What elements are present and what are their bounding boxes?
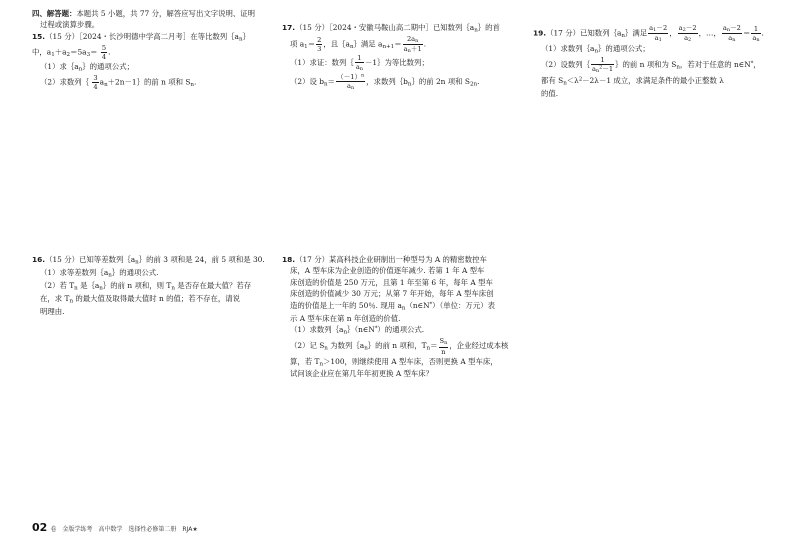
section-header <box>32 8 256 19</box>
q17-text: ｝的首 <box>477 23 500 32</box>
q17-text: ，且｛a <box>323 39 350 49</box>
q16-text: 明理由. <box>40 306 65 316</box>
q19-part-2b: ｝的前 n 项和为 S <box>615 60 677 70</box>
page-footer <box>32 521 204 534</box>
question-19: 19.（17 分）已知数列$\{a_n\}$满足 $\frac{a_1-2}{a_1}$ ， $\frac{a_2-2}{a_2}$ ，…， $\frac{a_n-2}{a_n}$ ＝ $\frac{1}{a_n}$ . （1）求数列$\{a_n\}$的通项公式； （2）设数列｛ $\frac{1}{a_n^2-1}$ ｝的前 n 项和为 $S_n$，若对于任意的 n∈N*， 都有 $S_n<\lambda^2-2\lambda-1$ 成立，求满足条件的最小正整数 λ 的值. <box>533 24 768 99</box>
frac-den: 4 <box>101 52 107 61</box>
fraction: $\frac{S_n}{n}$ <box>439 337 448 356</box>
fraction <box>92 74 98 91</box>
fraction: $\frac{a_1-2}{a_1}$ <box>649 24 668 44</box>
q17-text: 项 a <box>290 39 305 49</box>
q17-text: . <box>423 39 427 49</box>
q15-part-2c: ＋2n－1｝的前 n 项和 S <box>107 77 191 87</box>
q15-part-2d: . <box>194 77 197 87</box>
frac-num: a <box>678 24 683 32</box>
frac-num: 1 <box>355 54 364 63</box>
frac-num: （－1） <box>336 72 362 81</box>
q18-text: 试问该企业应在第几年年初更换 A 型车床？ <box>290 369 434 379</box>
q17-part-1: （1）求证：数列｛ <box>290 58 354 68</box>
frac-den: n <box>441 347 446 356</box>
q18-text: 造的价值是上一年的 50％. 现用 a <box>290 300 402 310</box>
column-left <box>32 8 256 91</box>
q17-part-2: （2）设 b <box>290 76 324 86</box>
footer-level: 高中数学 <box>98 526 123 533</box>
question-16: 16.（15 分）已知等差数列$\{a_n\}$的前 3 项和是 24，前 5 项和是 30. （1）求等差数列$\{a_n\}$的通项公式. （2）若 $T_n$ 是$\{a_n\}$的前 n 项和，则 $T_n$ 是否存在最大值？若存 在，求 $T_n$ 的最大值及取得最大值时 n 的值；若不存在，请说 明理由. <box>32 255 265 316</box>
question-number: 16. <box>32 255 46 264</box>
fraction: $\frac{1}{a_n^2-1}$ <box>592 56 614 75</box>
q19-text: 的值. <box>541 88 559 98</box>
footer-book: 选择性必修第二册 <box>128 526 177 533</box>
q17-text: ＝ <box>394 39 402 49</box>
q18-text: （n∈N <box>405 300 430 310</box>
section-title: 四、解答题： <box>32 9 77 18</box>
q16-text: 在，求 T <box>40 293 70 303</box>
frac-den: a <box>355 63 360 72</box>
q15-text: 中，a <box>32 47 52 57</box>
section-intro: 本题共 5 小题，共 77 分，解答应写出文字说明、证明 <box>76 9 256 18</box>
frac-den: 4 <box>93 82 98 91</box>
frac-den: a <box>728 34 733 43</box>
frac-num: 5 <box>101 43 107 52</box>
q19-text: ｝满足 <box>624 28 648 38</box>
q18-text: （17 分）某高科技企业研制出一种型号为 A 的精密数控车 <box>295 255 487 264</box>
q19-part-2: （2）设数列｛ <box>541 60 591 70</box>
fraction: $\frac{1}{a_n}$ <box>355 54 364 73</box>
q18-text: ）（单位：万元）表 <box>432 300 495 310</box>
frac-num: a <box>722 24 727 32</box>
section-intro-cont: 过程或演算步骤。 <box>40 20 100 30</box>
q15-text: ＝ <box>90 47 98 57</box>
q18-part-1b: ｝（n∈N <box>347 325 375 335</box>
footer-brand: 金版学练考 <box>62 526 93 533</box>
q19-text: －2λ－1 成立，求满足条件的最小正整数 λ <box>582 75 724 85</box>
q16-text: ｝的通项公式. <box>111 267 159 277</box>
q15-text: . <box>108 47 111 57</box>
q16-text: 是否存在最大值？若存 <box>174 280 252 290</box>
q19-part-1: （1）求数列｛a <box>541 44 595 54</box>
fraction: $\frac{a_2-2}{a_2}$ <box>678 24 697 44</box>
frac-den: a <box>654 34 659 43</box>
q19-text: ，…， <box>698 28 721 38</box>
q16-text: ｝的前 3 项和是 24，前 5 项和是 30. <box>138 255 265 264</box>
q19-part-2c: ，若对于任意的 n∈N <box>679 60 751 70</box>
frac-num: 1 <box>751 25 760 34</box>
q15-text: （15 分）［2024・长沙明德中学高二月考］在等比数列｛a <box>45 31 239 41</box>
frac-den: a <box>346 81 351 90</box>
frac-num: 3 <box>93 73 98 82</box>
q16-text: 是｛a <box>77 280 100 290</box>
q15-part-1b: ｝的通项公式； <box>82 61 134 71</box>
frac-num: 2 <box>317 36 322 45</box>
q18-part-2d: ＝ <box>430 341 438 351</box>
q19-text: （17 分）已知数列｛a <box>546 28 622 38</box>
q15-text: ＋a <box>54 47 67 57</box>
fraction: $\frac{(-1)^n}{a_n}$ <box>336 72 365 91</box>
frac-num: a <box>649 24 654 32</box>
q16-text: （15 分）已知等差数列｛a <box>45 255 136 264</box>
fraction: $\frac{1}{a_n}$ <box>752 24 760 43</box>
frac-den: a <box>684 34 689 43</box>
question-number: 17. <box>282 23 296 32</box>
q17-part-1b: －1｝为等比数列； <box>365 58 429 68</box>
q17-text: ｝满足 a <box>353 39 383 49</box>
frac-den: 3 <box>317 45 322 54</box>
q17-text: （15 分）［2024・安徽马鞍山高二期中］已知数列｛a <box>295 23 475 32</box>
page-number: 02 <box>32 521 48 534</box>
q19-text: ＜λ <box>566 75 579 85</box>
fraction <box>101 44 107 61</box>
frac-den: a <box>592 65 597 74</box>
frac-den: a <box>403 45 408 54</box>
question-number: 19. <box>533 28 547 38</box>
question-15: 15.（15 分）［2024・长沙明德中学高二月考］在等比数列$\{a_n\}$ 中，$a_1+a_2=5a_3=$ $\frac{5}{4}$ . （1）求$\{a_n\}$的通项公式； （2）求数列｛ $\frac{3}{4}$ $a_n+2n-1\}$的前 n 项和 $S_n$. <box>32 31 250 91</box>
q17-part-2b: ，求数列｛b <box>366 76 408 86</box>
q18-part-2c: ｝的前 n 项和，T <box>367 341 427 351</box>
q16-text: ｝的前 n 项和，则 T <box>102 280 172 290</box>
q18-part-2e: ，企业经过成本核 <box>449 341 509 351</box>
q15-part-2: （2）求数列｛ <box>40 77 90 87</box>
q18-text: 床创造的价值是 250 万元，且第 1 年至第 6 年，每年 A 型车 <box>290 277 493 287</box>
q18-part-2: （2）记 S <box>290 341 325 351</box>
q18-text: ＞100，则继续使用 A 型车床，否则更换 A 型车床， <box>323 356 498 366</box>
q18-text: 床，A 型车床为企业创造的价值逐年减少. 若第 1 年 A 型车 <box>290 266 485 276</box>
footer-badge: 卷 <box>50 526 57 533</box>
q18-part-1c: ）的通项公式. <box>377 325 425 335</box>
q15-part-1: （1）求｛a <box>40 61 79 71</box>
q19-text: 都有 S <box>541 75 564 85</box>
question-17: 17.（15 分）［2024・安徽马鞍山高二期中］已知数列$\{a_n\}$的首 项 $a_1=$ $\frac{2}{3}$ ，且$\{a_n\}$满足 $a_{n+1}=$ $\frac{2a_n}{a_n+1}$ . （1）求证：数列｛ $\frac{1}{a_n}$ －1｝为等比数列； （2）设 $b_n=$ $\frac{(-1)^n}{a_n}$ ，求数列$\{b_n\}$的前 2n 项和 $S_{2n}$. <box>282 23 500 91</box>
q18-part-1: （1）求数列｛a <box>290 325 344 335</box>
q17-part-2d: . <box>477 76 480 86</box>
q18-part-2b: 为数列｛a <box>327 341 365 351</box>
frac-den: a <box>752 33 757 42</box>
fraction: $\frac{a_n-2}{a_n}$ <box>722 24 741 44</box>
frac-num: 1 <box>591 56 614 65</box>
fraction <box>316 36 322 53</box>
q18-text: 示 A 型车床在第 n 年创造的价值. <box>290 313 401 323</box>
q19-text: . <box>761 28 764 38</box>
q19-part-2d: ， <box>753 60 761 70</box>
footer-edition: RJA★ <box>182 526 198 533</box>
q16-text: 的最大值及取得最大值时 n 的值；若不存在，请说 <box>73 293 241 303</box>
q16-text: （1）求等差数列｛a <box>40 267 109 277</box>
q16-text: （2）若 T <box>40 280 75 290</box>
q15-part-2b: a <box>99 77 105 87</box>
question-number: 15. <box>32 31 46 41</box>
q19-text: ＝ <box>742 28 751 38</box>
frac-num: 2a <box>406 34 416 43</box>
q18-text: 床创造的价值减少 30 万元；从第 7 年开始，每年 A 型车床创 <box>290 289 494 299</box>
q15-text: ＝5a <box>70 47 87 57</box>
q19-part-1b: ｝的通项公式； <box>598 44 650 54</box>
q18-text: 算，若 T <box>290 356 320 366</box>
fraction: $\frac{2a_n}{a_n+1}$ <box>403 34 422 55</box>
question-18: 18.（17 分）某高科技企业研制出一种型号为 A 的精密数控车 床，A 型车床为企业创造的价值逐年减少. 若第 1 年 A 型车 床创造的价值是 250 万元，且第 1 年至第 6 年，每年 A 型车 床创造的价值减少 30 万元；从第 7 年开始，每年 A 型车床创 造的价值是上一年的 50％. 现用 $a_n(n\in N^*)$（单位：万元）表 示 A 型车床在第 n 年创造的价值. （1）求数列$\{a_n\}(n\in N^*)$的通项公式. （2）记 $S_n$ 为数列$\{a_n\}$的前 n 项和，$T_n=$ $\frac{S_n}{n}$ ，企业经过成本核 算，若 $T_n>100$，则继续使用 A 型车床，否则更换 A 型车床， 试问该企业应在第几年年初更换 A 型车床？ <box>282 254 514 380</box>
q17-part-2c: ｝的前 2n 项和 S <box>411 76 470 86</box>
question-number: 18. <box>282 255 296 264</box>
frac-num: S <box>439 337 445 346</box>
q15-text-tail: ｝ <box>242 31 250 41</box>
